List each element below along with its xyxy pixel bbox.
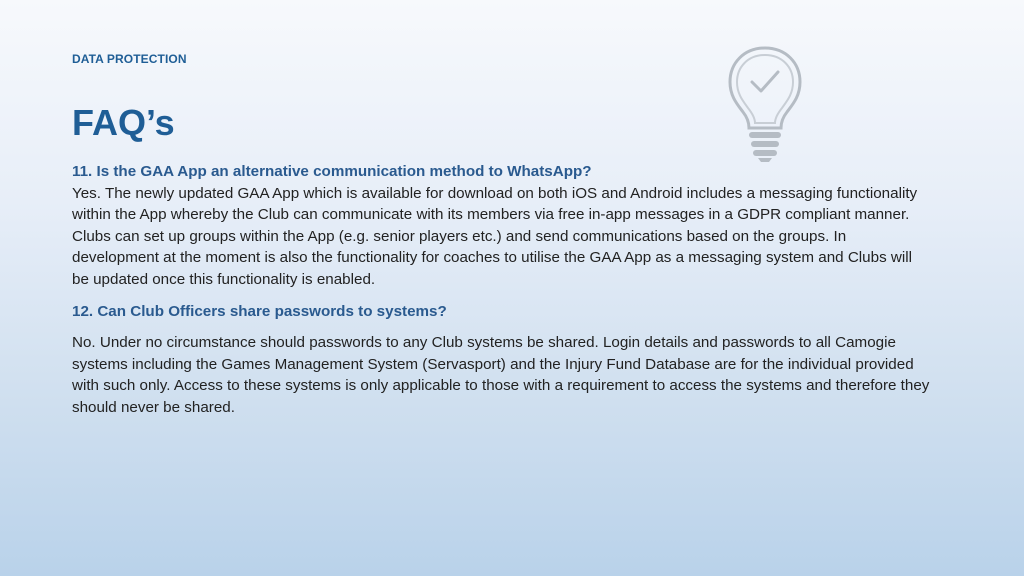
- faq-question-11: 11. Is the GAA App an alternative communication method to WhatsApp?: [72, 163, 592, 180]
- faq-answer-11: Yes. The newly updated GAA App which is available for download on both iOS and Android includes a messaging functionality within the App whereby the Club can communicate with its members via free in-app messages in a GDPR compliant manner. Clubs can set up groups within the App (e.g. senior players etc.) and send communications based on the groups. In development at the moment is also the functionality for coaches to utilise the GAA App as a messaging system and Clubs will be updated once this functionality is enabled.: [72, 184, 918, 288]
- faq-content: [72, 161, 932, 419]
- faq-answer-12: No. Under no circumstance should passwords to any Club systems be shared. Login details and passwords to all Camogie systems including the Games Management System (Servasport) and the Injury Fund Database are for the individual provided with such only. Access to these systems is only applicable to those with a requirement to access the systems and therefore they should never be shared.: [72, 334, 930, 416]
- section-label: DATA PROTECTION: [72, 52, 187, 66]
- page-title: FAQ’s: [72, 102, 175, 143]
- faq-question-12: 12. Can Club Officers share passwords to systems?: [72, 302, 447, 320]
- lightbulb-check-icon: [724, 44, 806, 164]
